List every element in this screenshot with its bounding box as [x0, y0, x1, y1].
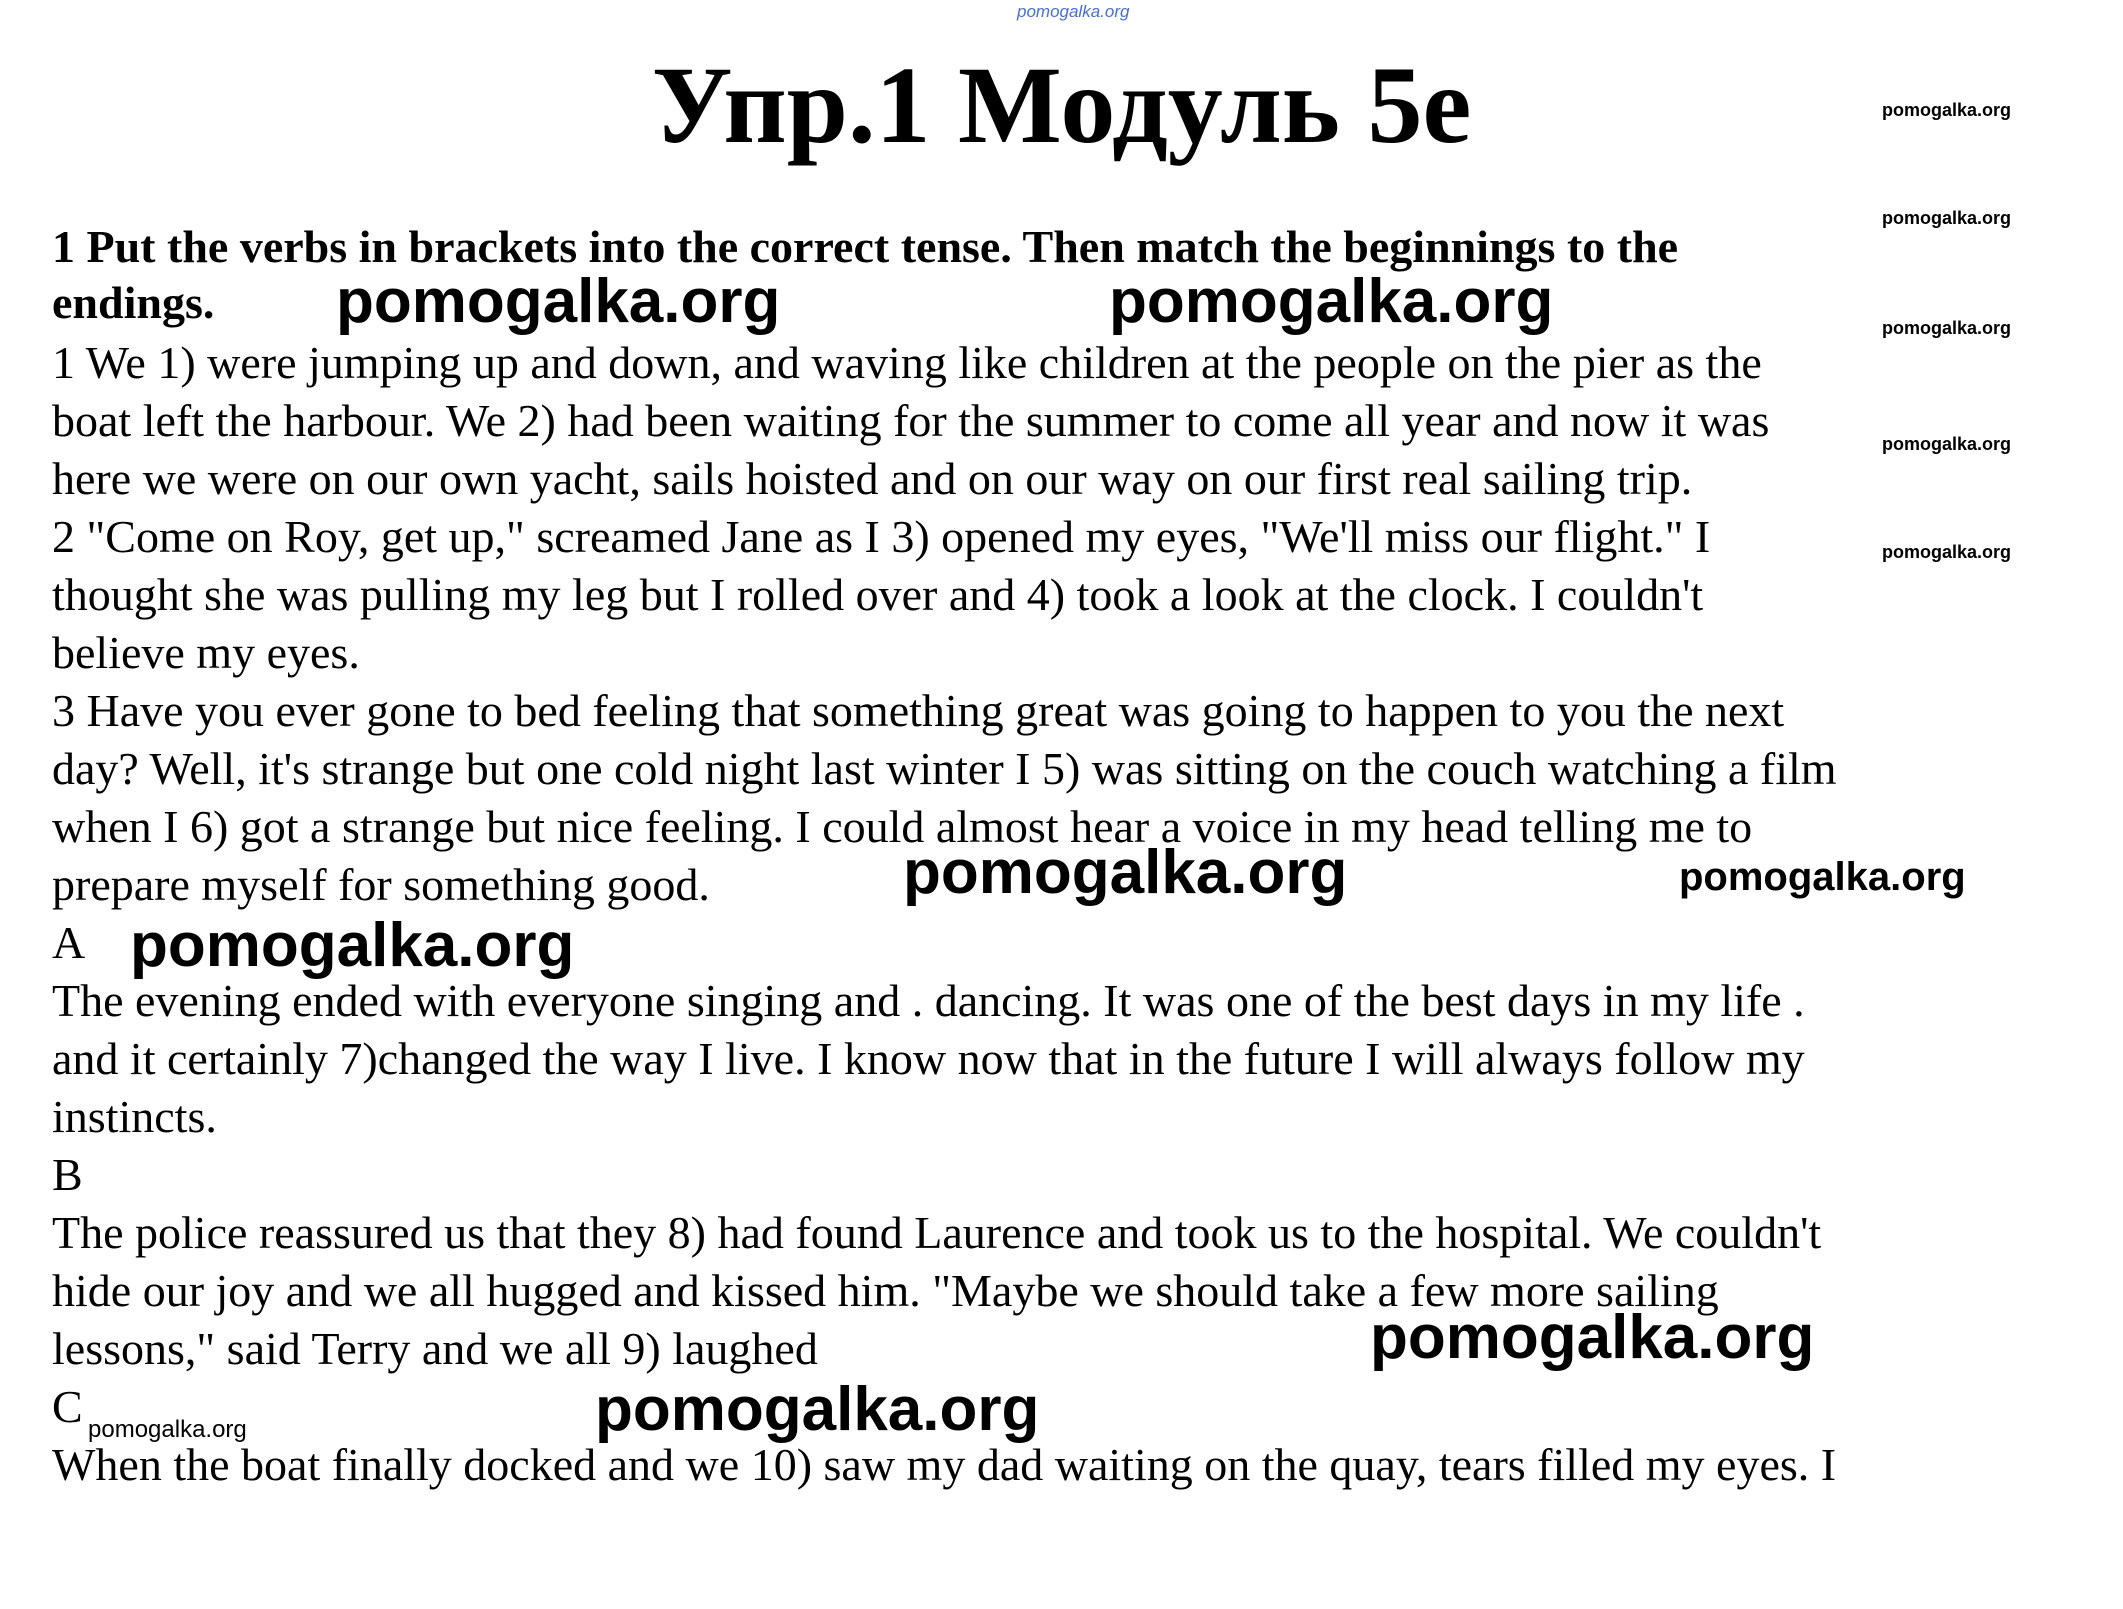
text-line: When the boat finally docked and we 10) saw my dad waiting on the quay, tears filled my eyes. I — [52, 1439, 1837, 1490]
watermark-small: pomogalka.org — [1882, 208, 2012, 228]
watermark-small: pomogalka.org — [1882, 318, 2012, 338]
top-watermark: pomogalka.org — [1017, 2, 1130, 21]
text-line: boat left the harbour. We 2) had been waiting for the summer to come all year and now it was — [52, 395, 1770, 446]
text-line: 1 We 1) were jumping up and down, and waving like children at the people on the pier as the — [52, 337, 1762, 388]
watermark-large: pomogalka.org — [595, 1375, 1040, 1444]
text-line: lessons," said Terry and we all 9) laughed — [52, 1323, 818, 1374]
watermark-large: pomogalka.org — [336, 267, 781, 336]
text-line: when I 6) got a strange but nice feeling. I could almost hear a voice in my head telling me to — [52, 801, 1753, 852]
watermark-large: pomogalka.org — [1370, 1303, 1815, 1372]
watermark-large: pomogalka.org — [1109, 267, 1554, 336]
watermark-large: pomogalka.org — [903, 838, 1348, 907]
text-line: 3 Have you ever gone to bed feeling that something great was going to happen to you the next — [52, 685, 1785, 736]
text-line: instincts. — [52, 1091, 217, 1142]
page-title: Упр.1 Модуль 5е — [651, 44, 1472, 166]
instruction-line: endings. — [52, 277, 215, 328]
text-line: believe my eyes. — [52, 627, 360, 678]
section-label-b: B — [52, 1149, 83, 1200]
text-line: prepare myself for something good. — [52, 859, 710, 910]
watermark-small: pomogalka.org — [1882, 434, 2012, 454]
watermark-small: pomogalka.org — [88, 1416, 247, 1443]
text-line: thought she was pulling my leg but I rolled over and 4) took a look at the clock. I couldn't — [52, 569, 1704, 620]
watermark-small: pomogalka.org — [1882, 542, 2012, 562]
section-label-a: A — [52, 917, 86, 968]
text-line: The evening ended with everyone singing and . dancing. It was one of the best days in my life . — [52, 975, 1805, 1026]
text-line: and it certainly 7)changed the way I live. I know now that in the future I will always follow my — [52, 1033, 1805, 1084]
text-line: 2 "Come on Roy, get up," screamed Jane as I 3) opened my eyes, "We'll miss our flight." I — [52, 511, 1711, 562]
watermark-small: pomogalka.org — [1882, 100, 2012, 120]
text-line: here we were on our own yacht, sails hoisted and on our way on our first real sailing trip. — [52, 453, 1693, 504]
watermark-large: pomogalka.org — [130, 911, 575, 980]
text-line: hide our joy and we all hugged and kissed him. "Maybe we should take a few more sailing — [52, 1265, 1719, 1316]
watermark-medium: pomogalka.org — [1679, 855, 1966, 899]
section-label-c: C — [52, 1381, 83, 1432]
instruction-line: 1 Put the verbs in brackets into the correct tense. Then match the beginnings to the — [52, 221, 1679, 272]
text-line: The police reassured us that they 8) had found Laurence and took us to the hospital. We couldn't — [52, 1207, 1822, 1258]
text-line: day? Well, it's strange but one cold night last winter I 5) was sitting on the couch watching a film — [52, 743, 1837, 794]
